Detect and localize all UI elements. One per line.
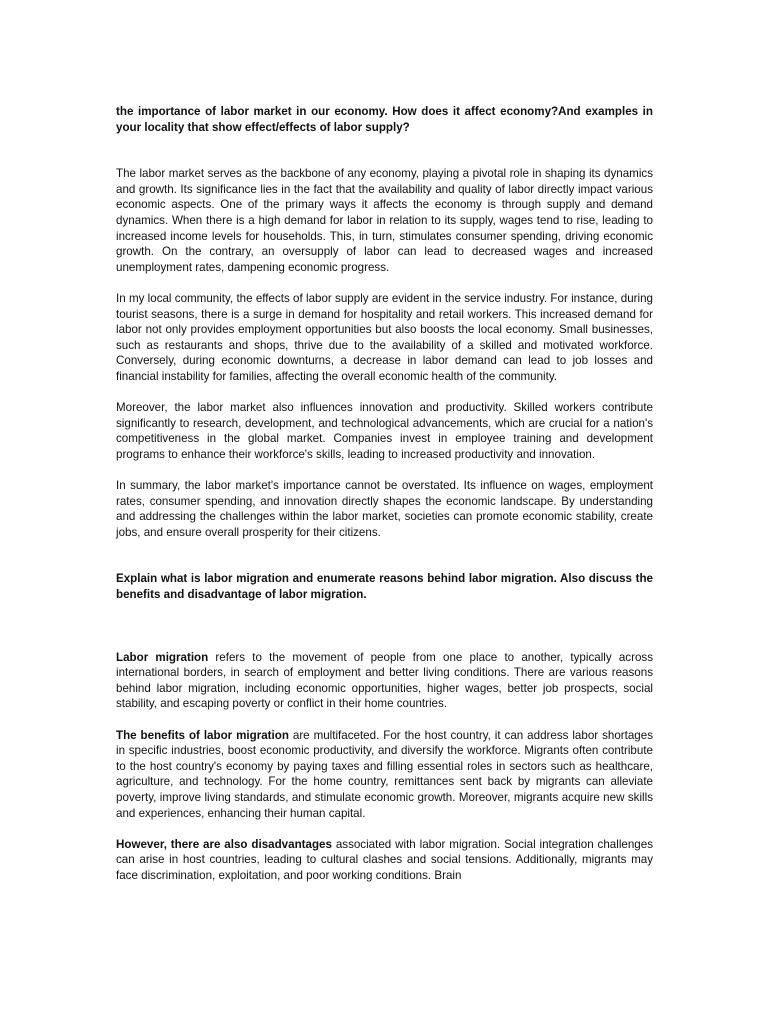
q2-paragraph-3: [116, 837, 653, 884]
question-1-heading: the importance of labor market in our economy. How does it affect economy?And examples in your locality that show effect/effects of labor supply?: [116, 105, 653, 134]
q2-paragraph-1: [116, 650, 653, 712]
document-page: [116, 104, 653, 884]
q2-paragraph-2-lead: The benefits of labor migration: [116, 728, 289, 742]
q2-paragraph-3-body: associated with labor migration. Social integration challenges can arise in host countries, leading to cultural clashes and social tensions. Additionally, migrants may face discrimination, exploitation, and poor working conditions. Brain: [116, 837, 653, 882]
q2-paragraph-1-body: refers to the movement of people from one place to another, typically across international borders, in search of employment and better living conditions. There are various reasons behind labor migration, including economic opportunities, higher wages, better job prospects, social stability, and escaping poverty or conflict in their home countries.: [116, 650, 653, 711]
q1-paragraph-1: The labor market serves as the backbone of any economy, playing a pivotal role in shaping its dynamics and growth. Its significance lies in the fact that the availability and quality of labor directly impact various economic aspects. One of the primary ways it affects the economy is through supply and demand dynamics. When there is a high demand for labor in relation to its supply, wages tend to rise, leading to increased income levels for households. This, in turn, stimulates consumer spending, driving economic growth. On the contrary, an oversupply of labor can lead to decreased wages and increased unemployment rates, dampening economic progress.: [116, 167, 653, 274]
q2-paragraph-3-lead: However, there are also disadvantages: [116, 837, 332, 851]
q1-paragraph-4: In summary, the labor market's importance cannot be overstated. Its influence on wages, employment rates, consumer spending, and innovation directly shapes the economic landscape. By understanding and addressing the challenges within the labor market, societies can promote economic stability, create jobs, and ensure overall prosperity for their citizens.: [116, 479, 653, 539]
q2-paragraph-2: [116, 728, 653, 822]
question-2-heading: Explain what is labor migration and enumerate reasons behind labor migration. Also discuss the benefits and disadvantage of labor migration.: [116, 572, 653, 602]
q1-paragraph-2: In my local community, the effects of labor supply are evident in the service industry. For instance, during tourist seasons, there is a surge in demand for hospitality and retail workers. This increased demand for labor not only provides employment opportunities but also boosts the local economy. Small businesses, such as restaurants and shops, thrive due to the availability of a skilled and motivated workforce. Conversely, during economic downturns, a decrease in labor demand can lead to job losses and financial instability for families, affecting the overall economic health of the community.: [116, 291, 653, 383]
q2-paragraph-2-body: are multifaceted. For the host country, it can address labor shortages in specific industries, boost economic productivity, and diversify the workforce. Migrants often contribute to the host country's economy by paying taxes and filling essential roles in sectors such as healthcare, agriculture, and technology. For the home country, remittances sent back by migrants can alleviate poverty, improve living standards, and stimulate economic growth. Moreover, migrants acquire new skills and experiences, enhancing their human capital.: [116, 728, 653, 820]
q2-paragraph-1-lead: Labor migration: [116, 650, 209, 664]
q1-paragraph-3: Moreover, the labor market also influences innovation and productivity. Skilled workers contribute significantly to research, development, and technological advancements, which are crucial for a nation's competitiveness in the global market. Companies invest in employee training and development programs to enhance their workforce's skills, leading to increased productivity and innovation.: [116, 401, 653, 461]
